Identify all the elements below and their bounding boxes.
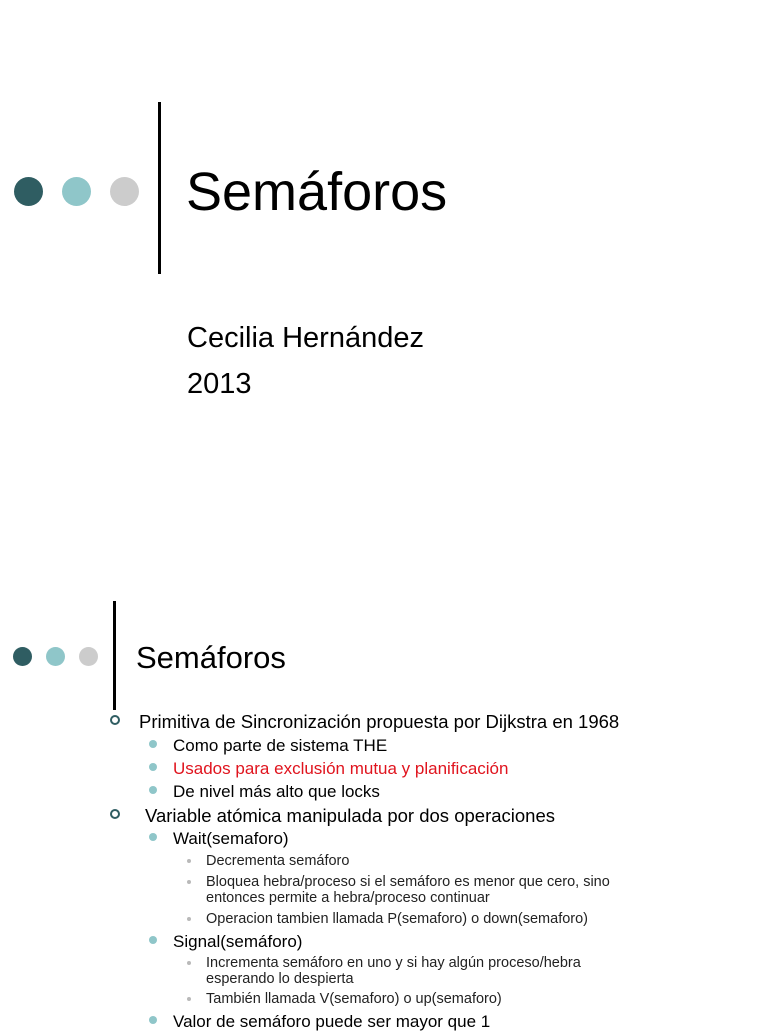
content-slide	[0, 560, 768, 1031]
title-divider	[158, 102, 161, 274]
decor-dot-dark	[14, 177, 43, 206]
decor-dot-dark	[13, 647, 32, 666]
list-item: Decrementa semáforo	[206, 853, 350, 869]
decor-dot-gray	[79, 647, 98, 666]
list-item: Bloquea hebra/proceso si el semáforo es menor que cero, sino	[206, 874, 610, 890]
list-item: Primitiva de Sincronización propuesta por Dijkstra en 1968	[139, 711, 620, 732]
bullet-dot-icon	[149, 1016, 157, 1024]
decor-dot-teal	[62, 177, 91, 206]
list-item: Wait(semaforo)	[173, 829, 289, 848]
list-item: Como parte de sistema THE	[173, 736, 388, 755]
bullet-ring-icon	[110, 809, 120, 819]
bullet-small-icon	[187, 859, 191, 863]
bullet-ring-icon	[110, 715, 120, 725]
list-item: Usados para exclusión mutua y planificación	[173, 759, 509, 778]
bullet-dot-icon	[149, 936, 157, 944]
list-item: Signal(semáforo)	[173, 932, 303, 951]
author-name: Cecilia Hernández	[187, 322, 424, 354]
list-item: De nivel más alto que locks	[173, 782, 380, 801]
list-item: También llamada V(semaforo) o up(semaforo)	[206, 991, 502, 1007]
bullet-dot-icon	[149, 833, 157, 841]
decor-dot-gray	[110, 177, 139, 206]
list-item-continued: entonces permite a hebra/proceso continuar	[206, 890, 490, 906]
list-item-continued: esperando lo despierta	[206, 971, 354, 987]
slide-title: Semáforos	[186, 162, 448, 222]
bullet-dot-icon	[149, 740, 157, 748]
bullet-small-icon	[187, 880, 191, 884]
decor-dot-teal	[46, 647, 65, 666]
bullet-small-icon	[187, 997, 191, 1001]
slide-title: Semáforos	[136, 640, 286, 675]
list-item: Incrementa semáforo en uno y si hay algún proceso/hebra	[206, 955, 581, 971]
year: 2013	[187, 368, 252, 400]
list-item: Valor de semáforo puede ser mayor que 1	[173, 1012, 491, 1031]
bullet-small-icon	[187, 917, 191, 921]
title-divider	[113, 601, 116, 710]
list-item: Variable atómica manipulada por dos operaciones	[145, 805, 555, 826]
bullet-dot-icon	[149, 786, 157, 794]
list-item: Operacion tambien llamada P(semaforo) o down(semaforo)	[206, 911, 589, 927]
bullet-small-icon	[187, 961, 191, 965]
bullet-dot-icon	[149, 763, 157, 771]
